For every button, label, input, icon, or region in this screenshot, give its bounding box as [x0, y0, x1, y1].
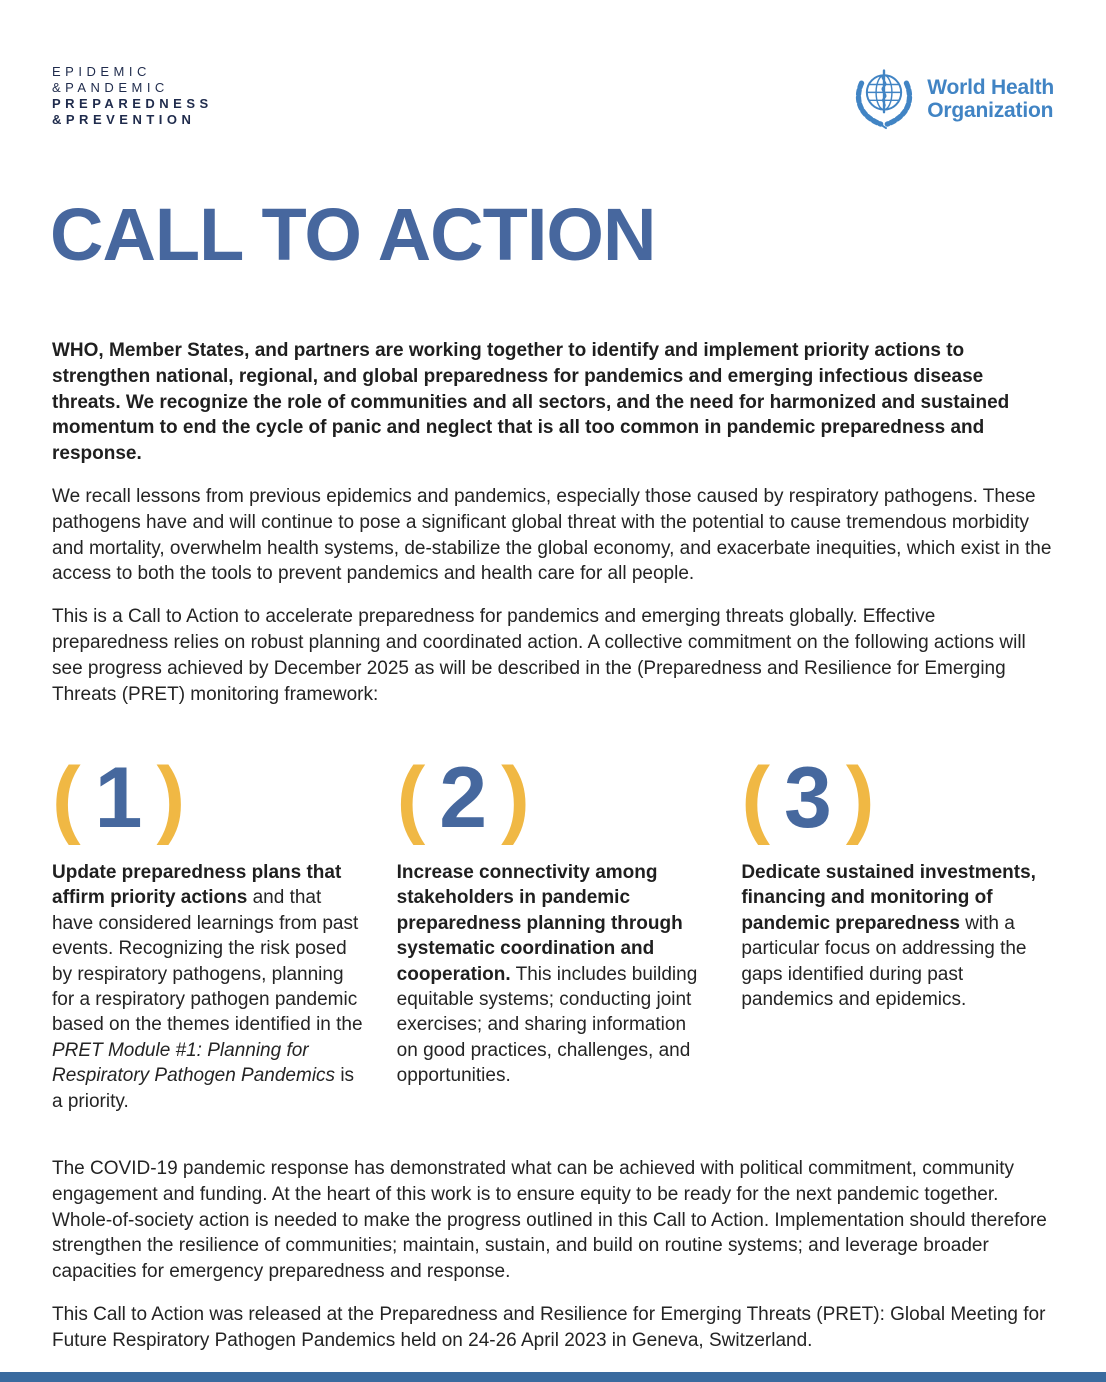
- action-number-1: [52, 746, 363, 850]
- actions-section: [52, 746, 1052, 1114]
- action-digit: 2: [439, 750, 488, 846]
- closing-paragraph-1: The COVID-19 pandemic response has demonstrated what can be achieved with political commitment, community engagement and funding. At the heart of this work is to ensure equity to be ready for the next pandemic together. Whole-of-society action is needed to make the progress outlined in this Call to Action. Implementation should therefore strengthen the resilience of communities; maintain, sustain, and build on routine systems; and leverage broader capacities for emergency preparedness and response.: [52, 1158, 1047, 1283]
- action-body-text: This includes building equitable systems; conducting joint exercises; and sharing information on good practices, challenges, and opportunities.: [396, 963, 698, 1087]
- program-logo-line-2: &PANDEMIC: [52, 80, 169, 95]
- program-logo-line-4: &PREVENTION: [52, 112, 196, 127]
- program-logo: [52, 64, 213, 128]
- action-item-1: [52, 746, 363, 1114]
- action-text-3: [741, 860, 1052, 1012]
- paren-open: (: [396, 750, 426, 846]
- footer-accent-bar: [0, 1372, 1106, 1382]
- action-item-3: [741, 746, 1052, 1114]
- action-digit: 1: [94, 750, 143, 846]
- intro-section: [52, 338, 1052, 724]
- action-number-2: [397, 746, 708, 850]
- who-emblem-icon: [851, 66, 917, 132]
- who-logo: [851, 66, 1054, 132]
- who-wordmark: [927, 76, 1054, 122]
- who-wordmark-line-2: Organization: [927, 99, 1054, 122]
- paren-close: ): [845, 750, 875, 846]
- action-lead-bold: Increase connectivity among stakeholders in pandemic preparedness planning through systematic coordination and cooperation.: [396, 862, 683, 985]
- program-logo-line-3: PREPAREDNESS: [52, 96, 213, 111]
- who-wordmark-line-1: World Health: [927, 76, 1054, 99]
- action-text-2: [397, 860, 708, 1089]
- action-digit: 3: [783, 750, 832, 846]
- paren-close: ): [501, 750, 530, 846]
- action-lead-bold: Dedicate sustained investments, financing and monitoring of pandemic preparedness: [741, 862, 1036, 934]
- action-lead-bold: Update preparedness plans that affirm priority actions: [52, 862, 342, 909]
- action-text-1: [52, 860, 363, 1114]
- action-item-2: [397, 746, 708, 1114]
- action-end-text: is a priority.: [52, 1065, 355, 1112]
- intro-paragraph-3: This is a Call to Action to accelerate preparedness for pandemics and emerging threats globally. Effective preparedness relies on robust planning and coordinated action. A collective commitment on the following actions will see progress achieved by December 2025 as will be described in the (Preparedness and Resilience for Emerging Threats (PRET) monitoring framework:: [52, 606, 1026, 705]
- action-body-text: and that have considered learnings from past events. Recognizing the risk posed by respiratory pathogens, planning for a respiratory pathogen pandemic based on the themes identified in the: [52, 887, 363, 1036]
- action-italic-text: PRET Module #1: Planning for Respiratory Pathogen Pandemics: [52, 1039, 336, 1087]
- intro-paragraph-1: WHO, Member States, and partners are working together to identify and implement priority actions to strengthen national, regional, and global preparedness for pandemics and emerging infectious disease threats. We recognize the role of communities and all sectors, and the need for harmonized and sustained momentum to end the cycle of panic and neglect that is all too common in pandemic preparedness and response.: [52, 340, 1010, 465]
- page-title: CALL TO ACTION: [50, 193, 656, 276]
- intro-paragraph-2: We recall lessons from previous epidemics and pandemics, especially those caused by respiratory pathogens. These pathogens have and will continue to pose a significant global threat with the potential to cause tremendous morbidity and mortality, overwhelm health systems, de-stabilize the global economy, and exacerbate inequities, which exist in the access to both the tools to prevent pandemics and health care for all people.: [52, 485, 1052, 585]
- action-number-3: [741, 746, 1052, 850]
- action-body-text: with a particular focus on addressing the gaps identified during past pandemics and epidemics.: [741, 912, 1027, 1011]
- paren-open: (: [52, 750, 81, 846]
- header: [52, 64, 1054, 132]
- closing-section: [52, 1156, 1052, 1371]
- paren-close: ): [156, 750, 186, 846]
- paren-open: (: [741, 750, 770, 846]
- closing-paragraph-2: This Call to Action was released at the Preparedness and Resilience for Emerging Threats (PRET): Global Meeting for Future Respiratory Pathogen Pandemics held on 24-26 April 2023 in Geneva, Switzerland.: [52, 1303, 1046, 1351]
- program-logo-line-1: EPIDEMIC: [52, 64, 151, 79]
